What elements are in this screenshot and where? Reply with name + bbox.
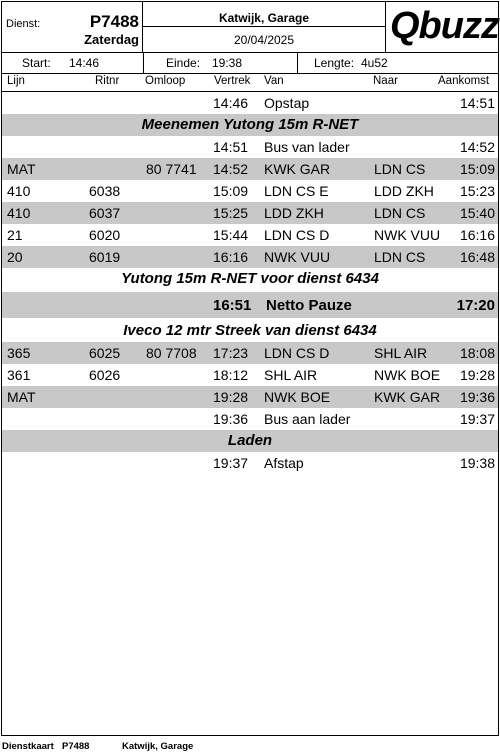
cell-naar: LDN CS <box>374 205 426 221</box>
table-row <box>2 202 498 224</box>
table-row <box>2 180 498 202</box>
cell-naar: LDN CS <box>374 249 426 265</box>
cell-naar: NWK VUU <box>374 227 441 243</box>
cell-vertrek: 14:51 <box>213 139 249 155</box>
cell-vertrek: 19:28 <box>213 389 249 405</box>
depot-name: Katwijk, Garage <box>218 11 310 25</box>
cell-naar: KWK GAR <box>374 389 441 405</box>
cell-aankomst: 19:36 <box>459 389 495 405</box>
end-time: 19:38 <box>212 56 243 70</box>
cell-aankomst: 15:40 <box>459 205 495 221</box>
cell-van: LDN CS E <box>264 183 329 199</box>
cell-ritnr: 6020 <box>89 227 121 243</box>
cell-aankomst: 14:51 <box>459 95 495 111</box>
cell-van: Bus aan lader <box>264 411 351 427</box>
cell-vertrek: 16:16 <box>213 249 249 265</box>
cell-van: Afstap <box>264 455 304 471</box>
section-title: Yutong 15m R-NET voor dienst 6434 <box>121 270 379 287</box>
cell-naar: LDN CS <box>374 161 426 177</box>
cell-omloop: 80 7741 <box>146 161 197 177</box>
info-sep-2 <box>297 53 298 73</box>
cell-lijn: MAT <box>7 389 36 405</box>
cell-ritnr: 6019 <box>89 249 121 265</box>
cell-lijn: 410 <box>7 183 31 199</box>
table-row <box>2 136 498 158</box>
cell-ritnr: 6038 <box>89 183 121 199</box>
cell-vertrek: 14:52 <box>213 161 249 177</box>
table-row <box>2 342 498 364</box>
length-label: Lengte: <box>314 56 355 70</box>
cell-lijn: 21 <box>7 227 23 243</box>
table-row <box>2 92 498 114</box>
cell-aankomst: 14:52 <box>459 139 495 155</box>
duty-block <box>2 2 143 52</box>
cell-vertrek: 18:12 <box>213 367 249 383</box>
cell-van: LDD ZKH <box>264 205 324 221</box>
depot-block <box>143 2 386 52</box>
cell-vertrek: 19:37 <box>213 455 249 471</box>
cell-naar: SHL AIR <box>374 345 428 361</box>
duty-date: 20/04/2025 <box>233 33 295 47</box>
section-title: Meenemen Yutong 15m R-NET <box>2 114 498 136</box>
cell-aankomst: 19:28 <box>459 367 495 383</box>
cell-vertrek: 15:09 <box>213 183 249 199</box>
column-header <box>2 74 498 92</box>
cell-lijn: 361 <box>7 367 31 383</box>
cell-aankomst: 18:08 <box>459 345 495 361</box>
logo-block <box>386 2 498 52</box>
table-row <box>2 224 498 246</box>
footer-duty-number: P7488 <box>62 741 90 752</box>
cell-lijn: 365 <box>7 345 31 361</box>
col-aankomst: Aankomst <box>438 75 490 87</box>
col-vertrek: Vertrek <box>214 75 251 87</box>
cell-aankomst: 15:09 <box>459 161 495 177</box>
footer-label: Dienstkaart <box>2 741 54 752</box>
qbuzz-logo: Qbuzz <box>390 5 499 47</box>
cell-van: NWK VUU <box>264 249 331 265</box>
col-omloop: Omloop <box>145 75 186 87</box>
cell-van: NWK BOE <box>264 389 331 405</box>
cell-lijn: 410 <box>7 205 31 221</box>
cell-lijn: MAT <box>7 161 36 177</box>
header-divider <box>143 26 385 27</box>
cell-ritnr: 6025 <box>89 345 121 361</box>
cell-van: LDN CS D <box>264 227 330 243</box>
cell-aankomst: 19:38 <box>459 455 495 471</box>
card-header <box>2 2 498 53</box>
time-info-bar <box>2 53 498 74</box>
cell-van: Opstap <box>264 95 310 111</box>
cell-aankomst: 16:16 <box>459 227 495 243</box>
table-row <box>2 364 498 386</box>
end-label: Einde: <box>166 56 201 70</box>
cell-vertrek: 15:25 <box>213 205 249 221</box>
cell-van: LDN CS D <box>264 345 330 361</box>
table-row <box>2 158 498 180</box>
cell-aankomst: 16:48 <box>459 249 495 265</box>
cell-vertrek: 15:44 <box>213 227 249 243</box>
cell-naar: NWK BOE <box>374 367 441 383</box>
cell-vertrek: 14:46 <box>213 95 249 111</box>
cell-naar: LDD ZKH <box>374 183 434 199</box>
duty-number: P7488 <box>89 12 139 31</box>
table-row <box>2 452 498 474</box>
col-lijn: Lijn <box>7 75 25 87</box>
start-time: 14:46 <box>69 56 100 70</box>
info-sep-1 <box>143 53 144 73</box>
cell-vertrek: 17:23 <box>213 345 249 361</box>
pause-row <box>2 290 498 320</box>
section-title: Iveco 12 mtr Streek van dienst 6434 <box>123 322 377 339</box>
footer-depot: Katwijk, Garage <box>122 741 194 752</box>
cell-aankomst: 15:23 <box>459 183 495 199</box>
col-ritnr: Ritnr <box>95 75 120 87</box>
pause-start: 16:51 <box>213 297 252 314</box>
duty-card <box>1 1 499 736</box>
section-title: Laden <box>2 430 498 452</box>
cell-ritnr: 6037 <box>89 205 121 221</box>
col-naar: Naar <box>373 75 398 87</box>
schedule-table <box>2 92 498 474</box>
table-row <box>2 386 498 408</box>
col-van: Van <box>264 75 284 87</box>
length-value: 4u52 <box>361 56 388 70</box>
duty-label: Dienst: <box>6 18 41 30</box>
cell-van: SHL AIR <box>264 367 318 383</box>
table-row <box>2 408 498 430</box>
cell-lijn: 20 <box>7 249 23 265</box>
pause-label: Netto Pauze <box>266 297 352 314</box>
pause-end: 17:20 <box>456 297 495 314</box>
cell-aankomst: 19:37 <box>459 411 495 427</box>
cell-omloop: 80 7708 <box>146 345 197 361</box>
duty-day: Zaterdag <box>84 32 139 47</box>
cell-vertrek: 19:36 <box>213 411 249 427</box>
cell-van: KWK GAR <box>264 161 331 177</box>
table-row <box>2 246 498 268</box>
cell-ritnr: 6026 <box>89 367 121 383</box>
cell-van: Bus van lader <box>264 139 350 155</box>
start-label: Start: <box>22 56 51 70</box>
